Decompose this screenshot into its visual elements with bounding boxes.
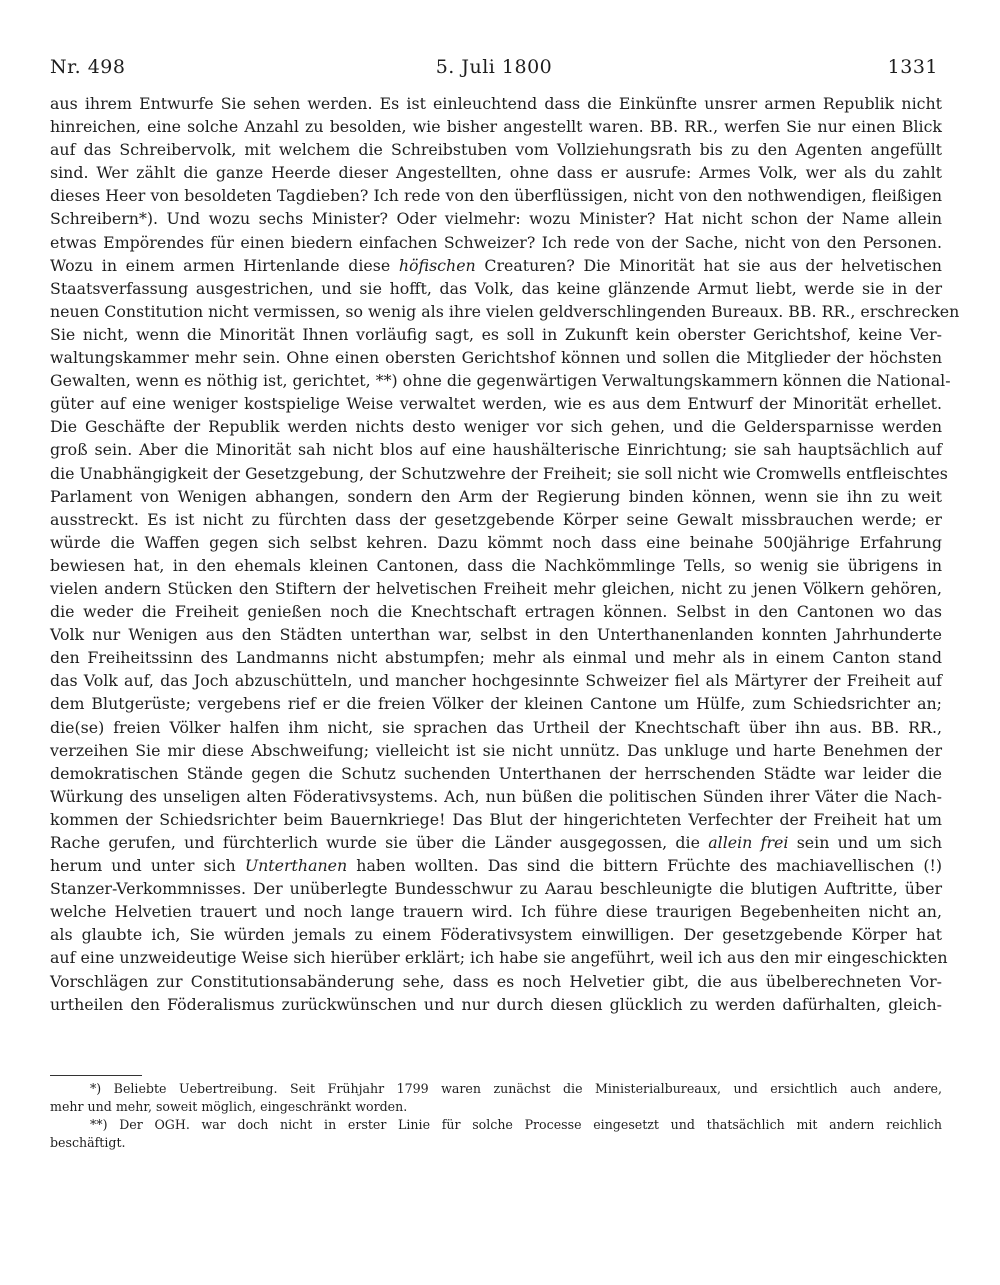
text-line: den Freiheitssinn des Landmanns nicht abstumpfen; mehr als einmal und mehr als in einem Canton stand [50,648,942,668]
text-line: hinreichen, eine solche Anzahl zu besolden, wie bisher angestellt waren. BB. RR., werfen Sie nur einen Blick [50,117,942,137]
text-line: Die Geschäfte der Republik werden nichts desto weniger vor sich gehen, und die Geldersparnisse werden [50,417,942,437]
text-line: Würkung des unseligen alten Föderativsystems. Ach, nun büßen die politischen Sünden ihrer Väter die Nach- [50,786,942,806]
text-line: dem Blutgerüste; vergebens rief er die freien Völker der kleinen Cantone um Hülfe, zum Schiedsrichter an; [50,694,942,714]
text-line: die(se) freien Völker halfen ihm nicht, sie sprachen das Urtheil der Knechtschaft über ihn aus. BB. RR., [50,717,942,737]
text-line: welche Helvetien trauert und noch lange trauern wird. Ich führe diese traurigen Begebenheiten nicht an, [50,902,942,922]
text-line: Parlament von Wenigen abhangen, sondern den Arm der Regierung binden können, wenn sie ihn zu weit [50,486,942,506]
text-line: dieses Heer von besoldeten Tagdieben? Ich rede von den überflüssigen, nicht von den nothwendigen, fleißigen [50,186,942,206]
text-line: die Unabhängigkeit der Gesetzgebung, der Schutzwehre der Freiheit; sie soll nicht wie Cromwells entfleischtes [50,463,948,483]
text-line: Stanzer-Verkommnisses. Der unüberlegte Bundesschwur zu Aarau beschleunigte die blutigen Auftritte, über [50,879,942,899]
text-line: die weder die Freiheit genießen noch die Knechtschaft ertragen können. Selbst in den Cantonen wo das [50,602,942,622]
text-line: Volk nur Wenigen aus den Städten unterthan war, selbst in den Unterthanenlanden konnten Jahrhunderte [50,625,942,645]
text-line: auf eine unzweideutige Weise sich hierüber erklärt; ich habe sie angeführt, weil ich aus den mir eingeschickten [50,948,948,968]
text-line: Gewalten, wenn es nöthig ist, gerichtet, **) ohne die gegenwärtigen Verwaltungskammern können die National- [50,371,951,391]
text-line: Wozu in einem armen Hirtenlande diese höfischen Creaturen? Die Minorität hat sie aus der helvetischen [50,255,942,275]
text-line: neuen Constitution nicht vermissen, so wenig als ihre vielen geldverschlingenden Bureaux. BB. RR., erschrecken [50,301,960,321]
text-line: groß sein. Aber die Minorität sah nicht blos auf eine haushälterische Einrichtung; sie sah hauptsächlich auf [50,440,942,460]
page-header [50,56,938,86]
text-line: als glaubte ich, Sie würden jemals zu einem Föderativsystem einwilligen. Der gesetzgebende Körper hat [50,925,942,945]
text-line: demokratischen Stände gegen die Schutz suchenden Unterthanen der herrschenden Städte war leider die [50,763,942,783]
text-line: vielen andern Stücken den Stiftern der helvetischen Freiheit mehr gleichen, nicht zu jenen Völkern gehören, [50,578,942,598]
footnote-line: mehr und mehr, soweit möglich, eingeschränkt worden. [50,1099,408,1114]
text-line: urtheilen den Föderalismus zurückwünschen und nur durch diesen glücklich zu werden dafürhalten, gleich- [50,994,942,1014]
text-line: sind. Wer zählt die ganze Heerde dieser Angestellten, ohne dass er ausrufe: Armes Volk, wer als du zahlt [50,163,942,183]
text-line: ausstreckt. Es ist nicht zu fürchten dass der gesetzgebende Körper seine Gewalt missbrauchen werde; er [50,509,942,529]
text-line: kommen der Schiedsrichter beim Bauernkriege! Das Blut der hingerichteten Verfechter der Freiheit hat um [50,809,942,829]
text-line: würde die Waffen gegen sich selbst kehren. Dazu kömmt noch dass eine beinahe 500jährige Erfahrung [50,532,942,552]
text-line: auf das Schreibervolk, mit welchem die Schreibstuben vom Vollziehungsrath bis zu den Agenten angefüllt [50,140,942,160]
footnotes [50,1080,942,1152]
text-line: Sie nicht, wenn die Minorität Ihnen vorläufig sagt, es soll in Zukunft kein oberster Gerichtshof, keine Ver- [50,324,942,344]
text-line: Staatsverfassung ausgestrichen, und sie hofft, das Volk, das keine glänzende Armut liebt, werde sie in der [50,278,942,298]
text-line: aus ihrem Entwurfe Sie sehen werden. Es ist einleuchtend dass die Einkünfte unsrer armen Republik nicht [50,94,942,113]
text-line: Schreibern*). Und wozu sechs Minister? Oder vielmehr: wozu Minister? Hat nicht schon der Name allein [50,209,942,229]
footnote-line: *) Beliebte Uebertreibung. Seit Frühjahr 1799 waren zunächst die Ministerialbureaux, und ersichtlich auch andere, [90,1081,942,1096]
text-line: güter auf eine weniger kostspielige Weise verwaltet werden, wie es aus dem Entwurf der Minorität erhellet. [50,394,942,414]
emphasis: Unterthanen [244,856,348,876]
text-line: bewiesen hat, in den ehemals kleinen Cantonen, dass die Nachkömmlinge Tells, so wenig sie übrigens in [50,555,942,575]
text-line: etwas Empörendes für einen biedern einfachen Schweizer? Ich rede von der Sache, nicht von den Personen. [50,232,942,252]
text-line: das Volk auf, das Joch abzuschütteln, und mancher hochgesinnte Schweizer fiel als Märtyrer der Freiheit auf [50,671,942,691]
emphasis: höfischen [398,255,476,275]
body-text [50,92,960,1016]
text-line: verzeihen Sie mir diese Abschweifung; vielleicht ist sie nicht unnütz. Das unkluge und harte Benehmen der [50,740,942,760]
text-line: Rache gerufen, und fürchterlich wurde sie über die Länder ausgegossen, die allein frei sein und um sich [50,833,943,852]
footnote-line: **) Der OGH. war doch nicht in erster Linie für solche Processe eingesetzt und thatsächlich mit andern reichlich [90,1117,942,1132]
footnote-divider [50,1075,142,1076]
text-line: waltungskammer mehr sein. Ohne einen obersten Gerichtshof können und sollen die Mitglieder der höchsten [50,348,942,368]
page-number: 1331 [887,56,938,78]
header-date: 5. Juli 1800 [435,56,553,78]
text-line: Vorschlägen zur Constitutionsabänderung sehe, dass es noch Helvetier gibt, die aus übelberechneten Vor- [50,971,942,991]
document-number: Nr. 498 [50,56,126,78]
emphasis: allein frei [708,833,789,852]
text-line: herum und unter sich Unterthanen haben wollten. Das sind die bittern Früchte des machiavellischen (!) [50,856,942,876]
footnote-line: beschäftigt. [50,1135,126,1150]
